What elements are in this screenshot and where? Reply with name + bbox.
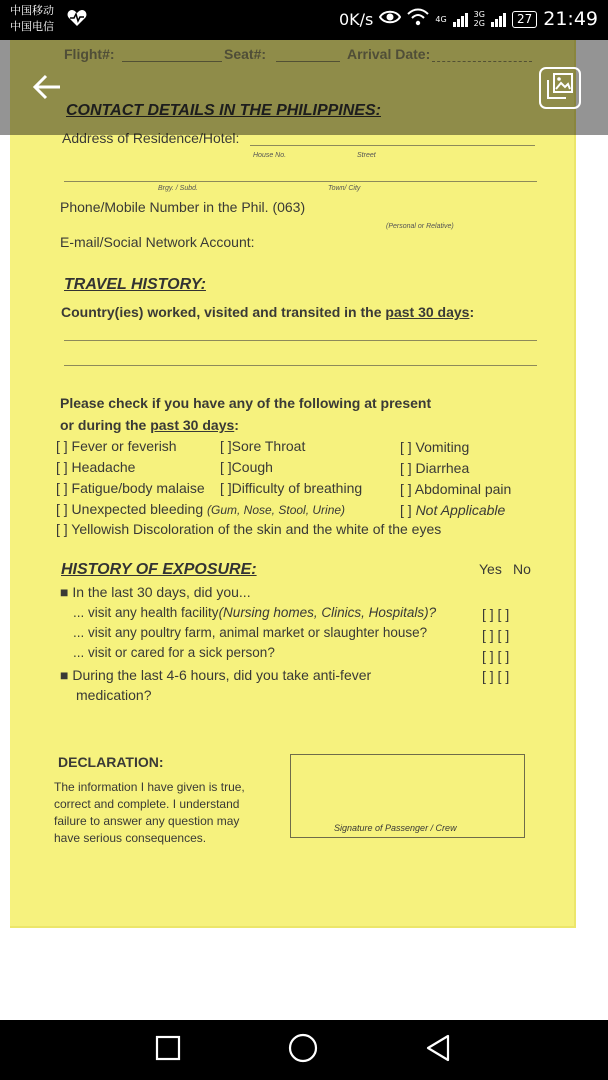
eye-icon (379, 9, 401, 29)
q2-checkboxes: [ ] [ ] (482, 627, 510, 643)
address-label: Address of Residence/Hotel: (62, 130, 240, 146)
gallery-button[interactable] (539, 67, 581, 109)
carrier-1: 中国移动 (10, 4, 54, 17)
symptom-fever: [ ] Fever or feverish (56, 438, 177, 454)
carrier-2: 中国电信 (10, 20, 54, 33)
seat-label: Seat#: (224, 46, 267, 62)
signature-box (290, 754, 525, 838)
check-instruction-line-1: Please check if you have any of the following at present (60, 395, 432, 411)
net-speed: 0K/s (338, 9, 374, 29)
signature-caption: Signature of Passenger / Crew (334, 823, 457, 833)
email-label: E-mail/Social Network Account: (60, 234, 255, 250)
back-button[interactable] (28, 70, 66, 108)
symptom-yellowish: [ ] Yellowish Discoloration of the skin and the white of the eyes (56, 521, 442, 537)
personal-note: (Personal or Relative) (386, 223, 454, 230)
travel-question: Country(ies) worked, visited and transited in the past 30 days: (61, 304, 475, 320)
home-button[interactable] (287, 1034, 319, 1066)
question-health-facility: ... visit any health facility(Nursing homes, Clinics, Hospitals)? (73, 605, 437, 620)
town-caption: Town/ City (328, 185, 361, 192)
circle-icon (287, 1032, 319, 1069)
navigation-bar (0, 1020, 608, 1080)
wifi-icon (407, 8, 429, 30)
travel-section-title: TRAVEL HISTORY: (64, 276, 206, 293)
symptom-vomiting: [ ] Vomiting (400, 439, 470, 455)
check-instruction-line-2: or during the past 30 days: (60, 417, 239, 433)
flight-label: Flight#: (64, 46, 115, 62)
arrow-left-icon (32, 74, 62, 105)
yes-column-label: Yes (479, 561, 502, 577)
declaration-text-1: The information I have given is true, (54, 780, 245, 794)
symptom-cough: [ ]Cough (220, 459, 273, 475)
question-poultry-farm: ... visit any poultry farm, animal market or slaughter house? (73, 625, 428, 640)
heart-icon (67, 9, 87, 31)
symptom-bleeding: [ ] Unexpected bleeding (Gum, Nose, Stool, Urine) (56, 501, 346, 517)
declaration-text-4: have serious consequences. (54, 831, 207, 845)
network-type-2: 3G 2G (473, 10, 485, 28)
question-sick-person: ... visit or cared for a sick person? (73, 645, 275, 660)
recents-button[interactable] (152, 1034, 184, 1066)
q3-checkboxes: [ ] [ ] (482, 648, 510, 664)
declaration-text-2: correct and complete. I understand (54, 797, 240, 811)
nav-back-button[interactable] (422, 1034, 454, 1066)
house-no-caption: House No. (253, 152, 287, 159)
network-type-1: 4G (435, 14, 447, 24)
viewer-toolbar (0, 40, 608, 135)
q1-checkboxes: [ ] [ ] (482, 606, 510, 622)
square-icon (155, 1035, 181, 1066)
brgy-caption: Brgy. / Subd. (158, 185, 198, 192)
arrival-label: Arrival Date: (347, 46, 431, 62)
phone-label: Phone/Mobile Number in the Phil. (063) (60, 199, 306, 215)
battery-icon: 27 (512, 11, 537, 28)
health-declaration-form (10, 40, 576, 928)
declaration-title: DECLARATION: (58, 754, 164, 770)
photo-view[interactable] (0, 40, 608, 1020)
signal-icon-2 (491, 12, 506, 27)
clock: 21:49 (543, 8, 598, 30)
signal-icon (453, 12, 468, 27)
carrier-info (10, 3, 54, 35)
question-intro: ■ In the last 30 days, did you... (60, 584, 251, 600)
gallery-icon (547, 73, 573, 104)
contact-section-title: CONTACT DETAILS IN THE PHILIPPINES: (66, 102, 381, 119)
symptom-sore-throat: [ ]Sore Throat (220, 438, 306, 454)
question-anti-fever-line-2: medication? (76, 687, 152, 703)
symptom-abdominal-pain: [ ] Abdominal pain (400, 481, 512, 497)
symptom-fatigue: [ ] Fatigue/body malaise (56, 480, 205, 496)
question-anti-fever: ■ During the last 4-6 hours, did you take anti-fever (60, 667, 372, 683)
exposure-section-title: HISTORY OF EXPOSURE: (61, 561, 257, 578)
symptom-not-applicable: [ ] Not Applicable (400, 502, 506, 518)
no-column-label: No (513, 561, 531, 577)
q4-checkboxes: [ ] [ ] (482, 668, 510, 684)
street-caption: Street (357, 152, 376, 159)
symptom-diarrhea: [ ] Diarrhea (400, 460, 470, 476)
symptom-headache: [ ] Headache (56, 459, 136, 475)
triangle-back-icon (424, 1033, 452, 1068)
symptom-breathing: [ ]Difficulty of breathing (220, 480, 363, 496)
declaration-text-3: failure to answer any question may (54, 814, 240, 828)
status-bar (0, 0, 608, 40)
